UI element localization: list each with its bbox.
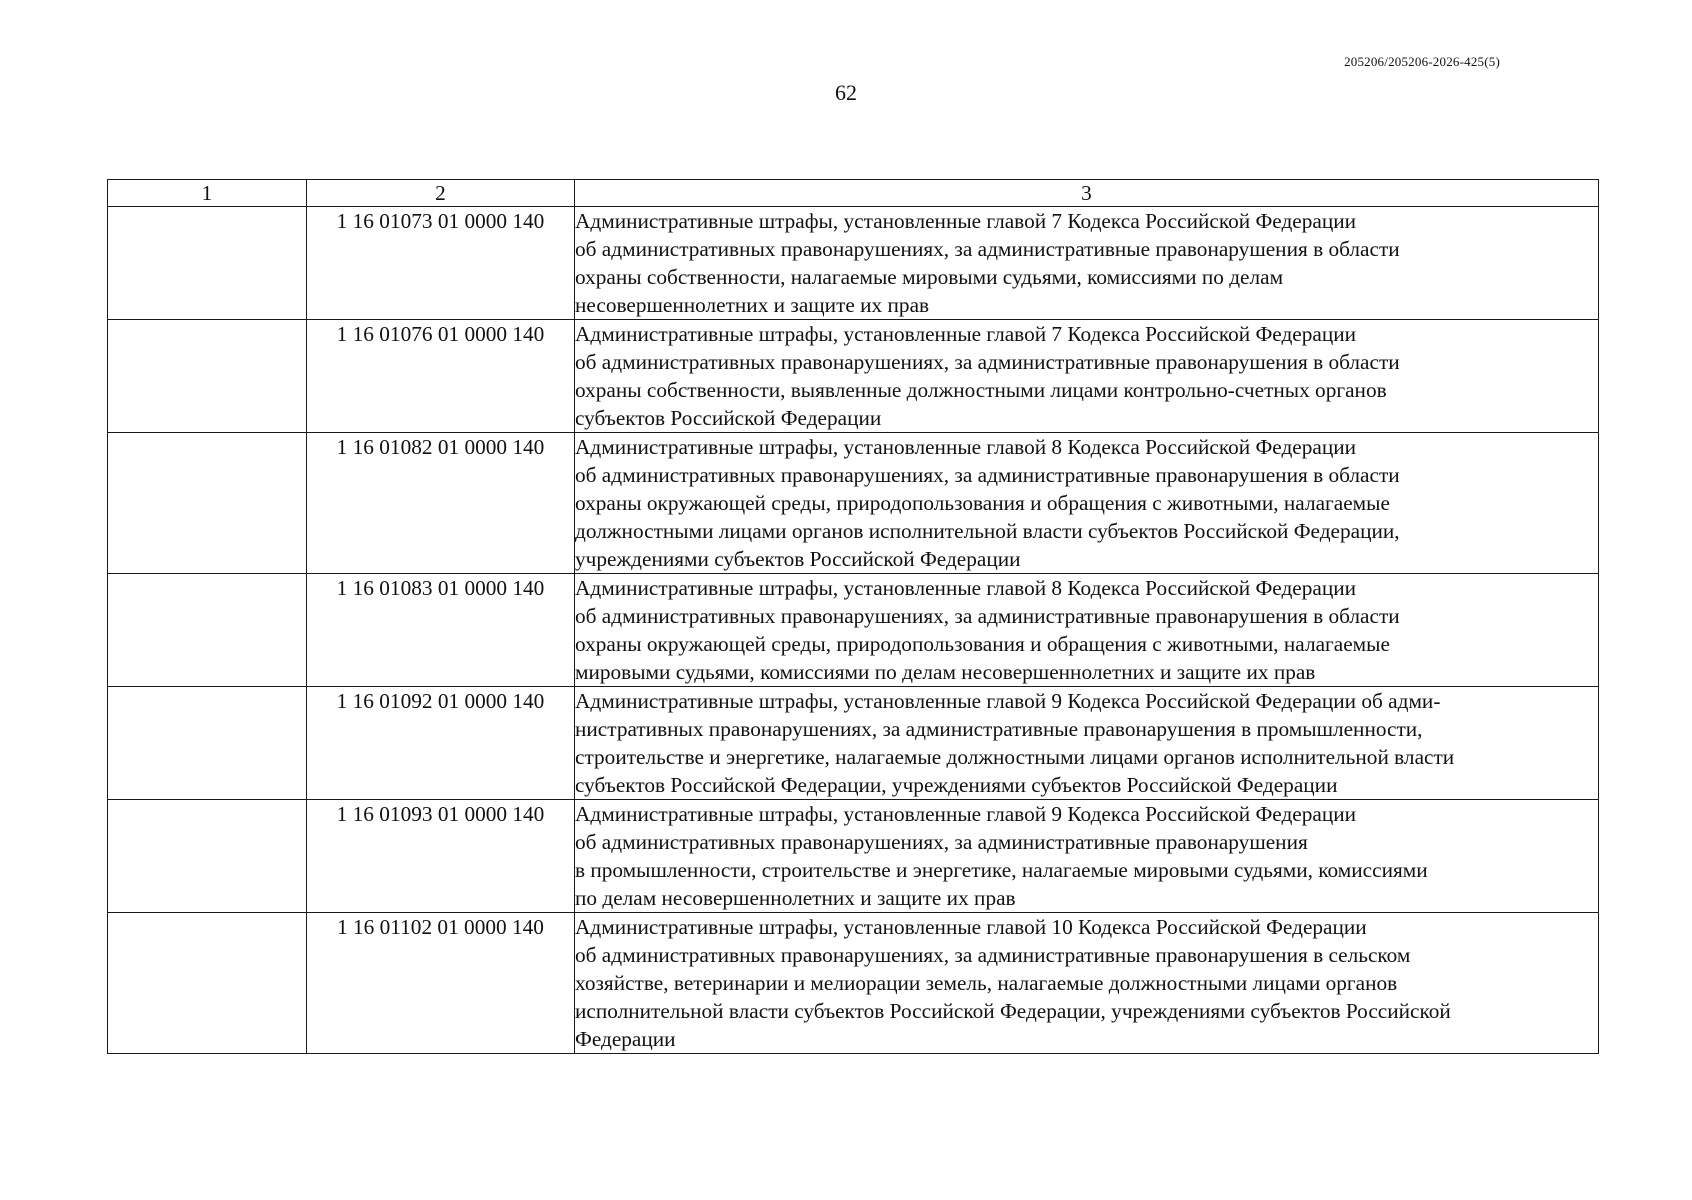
row-col-1-cell	[108, 800, 307, 913]
table-body	[108, 207, 1599, 1054]
description-line: об административных правонарушениях, за административные правонарушения в сельском	[575, 943, 1411, 967]
page-number: 62	[835, 80, 857, 105]
row-col-1-cell	[108, 574, 307, 687]
row-col-1-cell	[108, 320, 307, 433]
description-cell	[575, 207, 1599, 320]
table-header-row	[108, 180, 1599, 207]
revenue-code-cell: 1 16 01092 01 0000 140	[307, 687, 575, 800]
description-line: Федерации	[575, 1027, 676, 1051]
description-line: субъектов Российской Федерации	[575, 406, 882, 430]
description-line: охраны окружающей среды, природопользования и обращения с животными, налагаемые	[575, 632, 1390, 656]
description-line: охраны собственности, выявленные должностными лицами контрольно-счетных органов	[575, 378, 1387, 402]
description-cell	[575, 574, 1599, 687]
description-line: в промышленности, строительстве и энергетике, налагаемые мировыми судьями, комиссиями	[575, 858, 1428, 882]
table-row	[108, 433, 1599, 574]
description-line: по делам несовершеннолетних и защите их прав	[575, 886, 1016, 910]
header-col-2: 2	[307, 180, 575, 207]
description-cell	[575, 913, 1599, 1054]
description-line: хозяйстве, ветеринарии и мелиорации земель, налагаемые должностными лицами органов	[575, 971, 1398, 995]
description-cell	[575, 320, 1599, 433]
description-line: об административных правонарушениях, за административные правонарушения в области	[575, 463, 1400, 487]
table-row	[108, 320, 1599, 433]
row-col-1-cell	[108, 433, 307, 574]
header-col-3: 3	[575, 180, 1599, 207]
header-col-1: 1	[108, 180, 307, 207]
description-line: Административные штрафы, установленные главой 9 Кодекса Российской Федерации	[575, 802, 1357, 826]
table-row	[108, 687, 1599, 800]
description-cell	[575, 687, 1599, 800]
description-line: охраны собственности, налагаемые мировыми судьями, комиссиями по делам	[575, 265, 1284, 289]
description-line: охраны окружающей среды, природопользования и обращения с животными, налагаемые	[575, 491, 1390, 515]
description-line: нистративных правонарушениях, за административные правонарушения в промышленности,	[575, 717, 1423, 741]
revenue-code-cell: 1 16 01083 01 0000 140	[307, 574, 575, 687]
table-row	[108, 574, 1599, 687]
description-cell	[575, 433, 1599, 574]
description-line: Административные штрафы, установленные главой 8 Кодекса Российской Федерации	[575, 435, 1357, 459]
revenue-code-cell: 1 16 01073 01 0000 140	[307, 207, 575, 320]
description-line: об административных правонарушениях, за административные правонарушения	[575, 830, 1308, 854]
table-row	[108, 800, 1599, 913]
revenue-code-cell: 1 16 01076 01 0000 140	[307, 320, 575, 433]
description-line: мировыми судьями, комиссиями по делам несовершеннолетних и защите их прав	[575, 660, 1316, 684]
description-line: Административные штрафы, установленные главой 7 Кодекса Российской Федерации	[575, 322, 1357, 346]
description-line: Административные штрафы, установленные главой 10 Кодекса Российской Федерации	[575, 915, 1367, 939]
row-col-1-cell	[108, 687, 307, 800]
fines-table	[107, 179, 1599, 1054]
row-col-1-cell	[108, 207, 307, 320]
table-row	[108, 913, 1599, 1054]
document-code: 205206/205206-2026-425(5)	[1344, 54, 1500, 69]
description-cell	[575, 800, 1599, 913]
description-line: об административных правонарушениях, за административные правонарушения в области	[575, 350, 1400, 374]
revenue-code-cell: 1 16 01082 01 0000 140	[307, 433, 575, 574]
description-line: исполнительной власти субъектов Российской Федерации, учреждениями субъектов Российской	[575, 999, 1451, 1023]
description-line: Административные штрафы, установленные главой 9 Кодекса Российской Федерации об адми-	[575, 689, 1441, 713]
description-line: должностными лицами органов исполнительной власти субъектов Российской Федерации,	[575, 519, 1400, 543]
table-row	[108, 207, 1599, 320]
row-col-1-cell	[108, 913, 307, 1054]
description-line: учреждениями субъектов Российской Федерации	[575, 547, 1021, 571]
description-line: несовершеннолетних и защите их прав	[575, 293, 930, 317]
description-line: Административные штрафы, установленные главой 8 Кодекса Российской Федерации	[575, 576, 1357, 600]
revenue-code-cell: 1 16 01093 01 0000 140	[307, 800, 575, 913]
description-line: Административные штрафы, установленные главой 7 Кодекса Российской Федерации	[575, 209, 1357, 233]
description-line: об административных правонарушениях, за административные правонарушения в области	[575, 604, 1400, 628]
description-line: об административных правонарушениях, за административные правонарушения в области	[575, 237, 1400, 261]
description-line: субъектов Российской Федерации, учреждениями субъектов Российской Федерации	[575, 773, 1338, 797]
description-line: строительстве и энергетике, налагаемые должностными лицами органов исполнительной власти	[575, 745, 1455, 769]
revenue-code-cell: 1 16 01102 01 0000 140	[307, 913, 575, 1054]
